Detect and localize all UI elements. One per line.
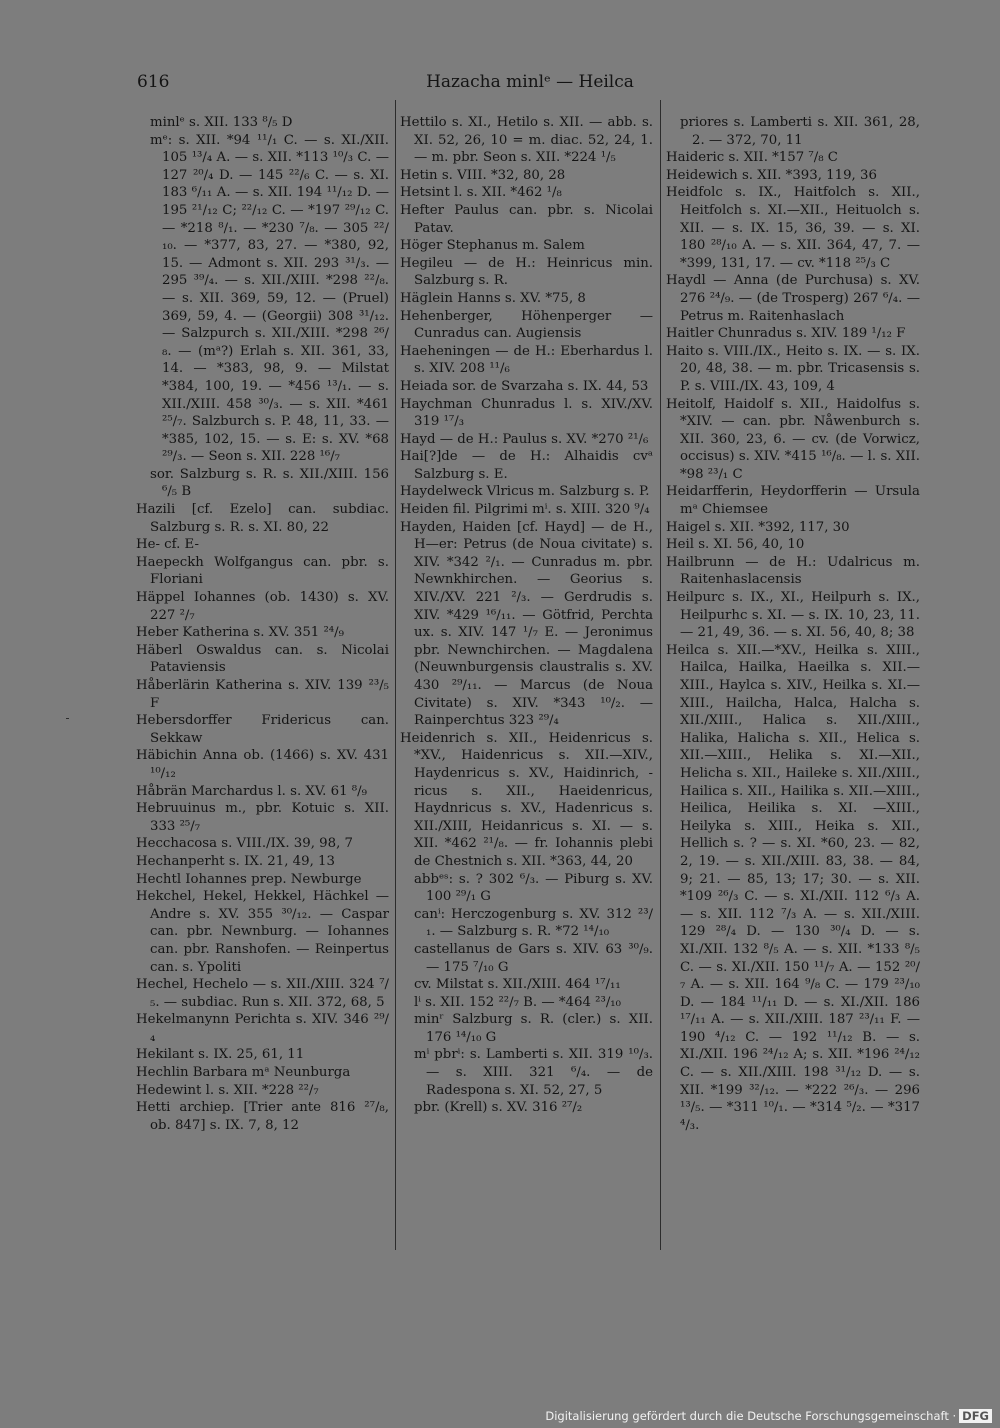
index-entry: Heidfolc s. IX., Haitfolch s. XII., Heitfolch s. XI.—XII., Heituolch s. XII. — s. IX. 15, 36, 39. — s. XI. 180 ²⁸/₁₀ A. — s. XII. 364, 47, 7. — *399, 131, 17. — cv. *118 ²⁵/₃ C [666,185,920,271]
index-entry: Hetsint l. s. XII. *462 ¹/₈ [400,185,562,201]
index-entry: Hebruuinus m., pbr. Kotuic s. XII. 333 ²⁵/₇ [136,801,389,834]
index-entry: Haepeckh Wolfgangus can. pbr. s. Floriani [136,554,389,588]
index-entry: Hechtl Iohannes prep. Newburge [136,871,362,887]
index-entry: Heidenrich s. XII., Heidenricus s. *XV., Haidenricus s. XII.—XIV., Haydenricus s. XV., Haidinrich, -ricus s. XII., Haeidenricus, Haydnricus s. XV., Hadenricus s. XII./XIII, Heidanricus s. XI. — s. XII. *462 ²¹/₈. — fr. Iohannis plebi de Chestnich s. XII. *363, 44, 20 [400,730,653,869]
index-entry: Haeheningen — de H.: Eberhardus l. s. XIV. 208 ¹¹/₆ [400,343,653,377]
index-entry: Hekelmanynn Perichta s. XIV. 346 ²⁹/₄ [136,1012,389,1045]
index-entry: Heber Katherina s. XV. 351 ²⁴/₉ [136,625,344,641]
index-entry: Häppel Iohannes (ob. 1430) s. XV. 227 ²/₇ [136,590,389,623]
index-entry: Hecchacosa s. VIII./IX. 39, 98, 7 [136,836,354,852]
index-entry: Häglein Hanns s. XV. *75, 8 [400,290,586,306]
index-entry: Hai[?]de — de H.: Alhaidis cvᵃ Salzburg s. E. [400,449,653,482]
index-entry: Haydelweck Vlricus m. Salzburg s. P. [400,484,650,500]
index-entry: canⁱ: Herczogenburg s. XV. 312 ²³/₁. — Salzburg s. R. *72 ¹⁴/₁₀ [414,906,653,940]
index-entry: Håberlärin Katherina s. XIV. 139 ²³/₅ F [136,678,389,711]
index-entry: Hettilo s. XI., Hetilo s. XII. — abb. s. XI. 52, 26, 10 = m. diac. 52, 24, 1. — m. pbr. Seon s. XII. *224 ¹/₅ [400,115,653,166]
index-entry: Hefter Paulus can. pbr. s. Nicolai Patav. [400,202,653,236]
index-entry: Hebersdorffer Fridericus can. Sekkaw [136,713,389,746]
index-entry: Höger Stephanus m. Salem [400,238,585,254]
index-entry: Haigel s. XII. *392, 117, 30 [666,519,850,535]
index-entry: He- cf. E- [136,537,199,553]
index-entry: cv. Milstat s. XII./XIII. 464 ¹⁷/₁₁ [414,977,621,993]
index-entry: Häberl Oswaldus can. s. Nicolai Pataviensis [136,642,389,676]
column-2 [400,114,653,1117]
index-entry: Heiden fil. Pilgrimi mⁱ. s. XIII. 320 ⁹/₄ [400,502,650,518]
index-entry: Heil s. XI. 56, 40, 10 [666,537,805,553]
index-entry: Heidewich s. XII. *393, 119, 36 [666,167,877,183]
index-entry: Hechanperht s. IX. 21, 49, 13 [136,853,335,869]
index-entry: Heidarfferin, Heydorfferin — Ursula mᵃ Chiemsee [666,484,920,518]
index-entry: Haitler Chunradus s. XIV. 189 ¹/₁₂ F [666,326,906,342]
index-entry: pbr. (Krell) s. XV. 316 ²⁷/₂ [414,1100,583,1116]
index-entry: Hechlin Barbara mᵃ Neunburga [136,1065,351,1081]
index-entry: Hayden, Haiden [cf. Hayd] — de H., H—er: Petrus (de Noua civitate) s. XIV. *342 ²/₁. — Cunradus m. pbr. Newnkhirchen. — Georius s. XIV./XV. 221 ²/₃. — Gerdrudis s. XIV. *429 ¹⁶/₁₁. — Götfrid, Perchta ux. s. XIV. 147 ¹/₇ E. — Jeronimus pbr. Newnchirchen. — Magdalena (Neuwnburgensis claustralis s. XV. 430 ²⁹/₁₁. — Marcus (de Noua Civitate) s. XIV. *343 ¹⁰/₂. — Rainperchtus 323 ²⁹/₄ [400,519,653,729]
index-entry: Haydl — Anna (de Purchusa) s. XV. 276 ²⁴/₉. — (de Trosperg) 267 ⁶/₄. — Petrus m. Raitenhaslach [666,273,920,324]
index-entry: Heiada sor. de Svarzaha s. IX. 44, 53 [400,378,649,394]
index-entry: lⁱ s. XII. 152 ²²/₇ B. — *464 ²³/₁₀ [414,994,621,1010]
index-entry: castellanus de Gars s. XIV. 63 ³⁰/₉. — 175 ⁷/₁₀ G [414,941,653,975]
index-entry: Hailbrunn — de H.: Udalricus m. Raitenhaslacensis [666,554,920,588]
index-entry: Hayd — de H.: Paulus s. XV. *270 ²¹/₆ [400,431,649,447]
margin-mark [66,718,69,719]
index-entry: Hehenberger, Höhenperger — Cunradus can. Augiensis [400,308,653,342]
index-entry: Håbrän Marchardus l. s. XV. 61 ⁸/₉ [136,783,367,799]
index-entry: Heilpurc s. IX., XI., Heilpurh s. IX., Heilpurhc s. XI. — s. IX. 10, 23, 11. — 21, 49, 36. — s. XI. 56, 40, 8; 38 [666,590,920,641]
index-entry: Häbichin Anna ob. (1466) s. XV. 431 ¹⁰/₁₂ [136,748,389,781]
index-entry: Heilca s. XII.—*XV., Heilka s. XIII., Hailca, Hailka, Haeilka s. XII.—XIII., Haylca s. XIV., Heilka s. XI.—XIII., Hailcha, Halca, Halcha s. XII./XIII., Halica s. XII./XIII., Halika, Halicha s. XII., Helica s. XII.—XIII., Helika s. XI.—XII., Helicha s. XII., Haileke s. XII./XIII., Hailica s. XII., Hailika s. XII.—XIII., Heilica, Heilika s. XI. —XIII., Heilyka s. XIII., Heika s. XII., Hellich s. ? — s. XI. *60, 23. — 82, 2, 19. — s. XII./XIII. 83, 38. — 84, 9; 21. — 85, 13; 17; 30. — s. XII. *109 ²⁶/₃ C. — s. XI./XII. 112 ⁶/₃ A. — s. XII. 112 ⁷/₃ A. — s. XII./XIII. 129 ²⁸/₄ D. — 130 ³⁰/₄ D. — s. XI./XII. 132 ⁸/₅ A. — s. XII. *133 ⁸/₅ C. — s. XI./XII. 150 ¹¹/₇ A. — 152 ²⁰/₇ A. — s. XII. 164 ⁹/₈ C. — 179 ²³/₁₀ D. — 184 ¹¹/₁₁ D. — s. XI./XII. 186 ¹⁷/₁₁ A. — s. XII./XIII. 187 ²³/₁₁ F. — 190 ⁴/₁₂ C. — 192 ¹¹/₁₂ B. — s. XI./XII. 196 ²⁴/₁₂ A; s. XII. *196 ²⁴/₁₂ C. — s. XII./XIII. 198 ³¹/₁₂ D. — s. XII. *199 ³²/₁₂. — *222 ²⁶/₃. — 296 ¹³/₅. — *311 ¹⁰/₁. — *314 ⁵/₂. — *317 ⁴/₃. [666,642,920,1133]
page-number: 616 [137,72,170,92]
index-entry: Hegileu — de H.: Heinricus min. Salzburg s. R. [400,255,653,289]
index-entry: mᵉ: s. XII. *94 ¹¹/₁ C. — s. XI./XII. 105 ¹³/₄ A. — s. XII. *113 ¹⁰/₃ C. — 127 ²⁰/₄ D. — 145 ²²/₆ C. — s. XI. 183 ⁶/₁₁ A. — s. XII. 194 ¹¹/₁₂ D. — 195 ²¹/₁₂ C; ²²/₁₂ C. — *197 ²⁹/₁₂ C. — *218 ⁸/₁. — *230 ⁷/₈. — 305 ²²/₁₀. — *377, 83, 27. — *380, 92, 15. — Admont s. XII. 293 ³¹/₃. — 295 ³⁹/₄. — s. XII./XIII. *298 ²²/₈. — s. XII. 369, 59, 12. — (Pruel) 369, 59, 4. — (Georgii) 308 ³¹/₁₂. — Salzpurch s. XII./XIII. *298 ²⁶/₈. — (mᵃ?) Erlah s. XII. 361, 33, 14. — *383, 98, 9. — Milstat *384, 100, 19. — *456 ¹³/₁. — s. XII./XIII. 458 ³⁰/₃. — s. XII. *461 ²⁵/₇. Salzburch s. P. 48, 11, 33. — *385, 102, 15. — s. E: s. XV. *68 ²⁹/₃. — Seon s. XII. 228 ¹⁶/₇ [150,132,389,465]
running-head: Hazacha minlᵉ — Heilca [426,72,634,92]
column-3 [666,114,920,1134]
index-entry: priores s. Lamberti s. XII. 361, 28, 2. — 372, 70, 11 [680,115,920,148]
index-entry: Haychman Chunradus l. s. XIV./XV. 319 ¹⁷/₃ [400,396,653,430]
index-entry: Hetin s. VIII. *32, 80, 28 [400,167,566,183]
index-entry: minʳ Salzburg s. R. (cler.) s. XII. 176 ¹⁴/₁₀ G [414,1012,653,1045]
column-rule-1 [395,100,396,1250]
index-entry: Hechel, Hechelo — s. XII./XIII. 324 ⁷/₅. — subdiac. Run s. XII. 372, 68, 5 [136,977,389,1010]
index-entry: Hekilant s. IX. 25, 61, 11 [136,1047,305,1063]
index-entry: Hedewint l. s. XII. *228 ²²/₇ [136,1082,319,1098]
index-entry: Haideric s. XII. *157 ⁷/₈ C [666,150,838,166]
column-rule-2 [660,100,661,1250]
index-entry: abbᵉˢ: s. ? 302 ⁶/₃. — Piburg s. XV. 100 ²⁹/₁ G [414,871,653,905]
index-entry: minlᵉ s. XII. 133 ⁸/₅ D [150,115,293,130]
index-entry: Haito s. VIII./IX., Heito s. IX. — s. IX. 20, 48, 38. — m. pbr. Tricasensis s. P. s. VIII./IX. 43, 109, 4 [666,343,920,394]
dfg-logo: DFG [959,1409,992,1423]
index-entry: Hazili [cf. Ezelo] can. subdiac. Salzburg s. R. s. XI. 80, 22 [136,502,389,535]
footer-text: Digitalisierung gefördert durch die Deutsche Forschungsgemeinschaft · [545,1409,957,1423]
index-entry: Hetti archiep. [Trier ante 816 ²⁷/₈, ob. 847] s. IX. 7, 8, 12 [136,1100,389,1133]
index-entry: Heitolf, Haidolf s. XII., Haidolfus s. *XIV. — can. pbr. Nåwenburch s. XII. 360, 23, 6. — cv. (de Vorwicz, occisus) s. XIV. *415 ¹⁶/₈. — l. s. XII. *98 ²³/₁ C [666,396,920,482]
index-entry: mⁱ pbrⁱ: s. Lamberti s. XII. 319 ¹⁰/₃. — s. XIII. 321 ⁶/₄. — de Radespona s. XI. 52, 27, 5 [414,1047,653,1098]
index-entry: sor. Salzburg s. R. s. XII./XIII. 156 ⁶/₅ B [150,466,389,500]
column-1 [136,114,389,1134]
footer [545,1409,992,1423]
index-entry: Hekchel, Hekel, Hekkel, Hächkel — Andre s. XV. 355 ³⁰/₁₂. — Caspar can. pbr. Newnburg. — Iohannes can. pbr. Ranshofen. — Reinpertus can. s. Ypoliti [136,889,389,975]
